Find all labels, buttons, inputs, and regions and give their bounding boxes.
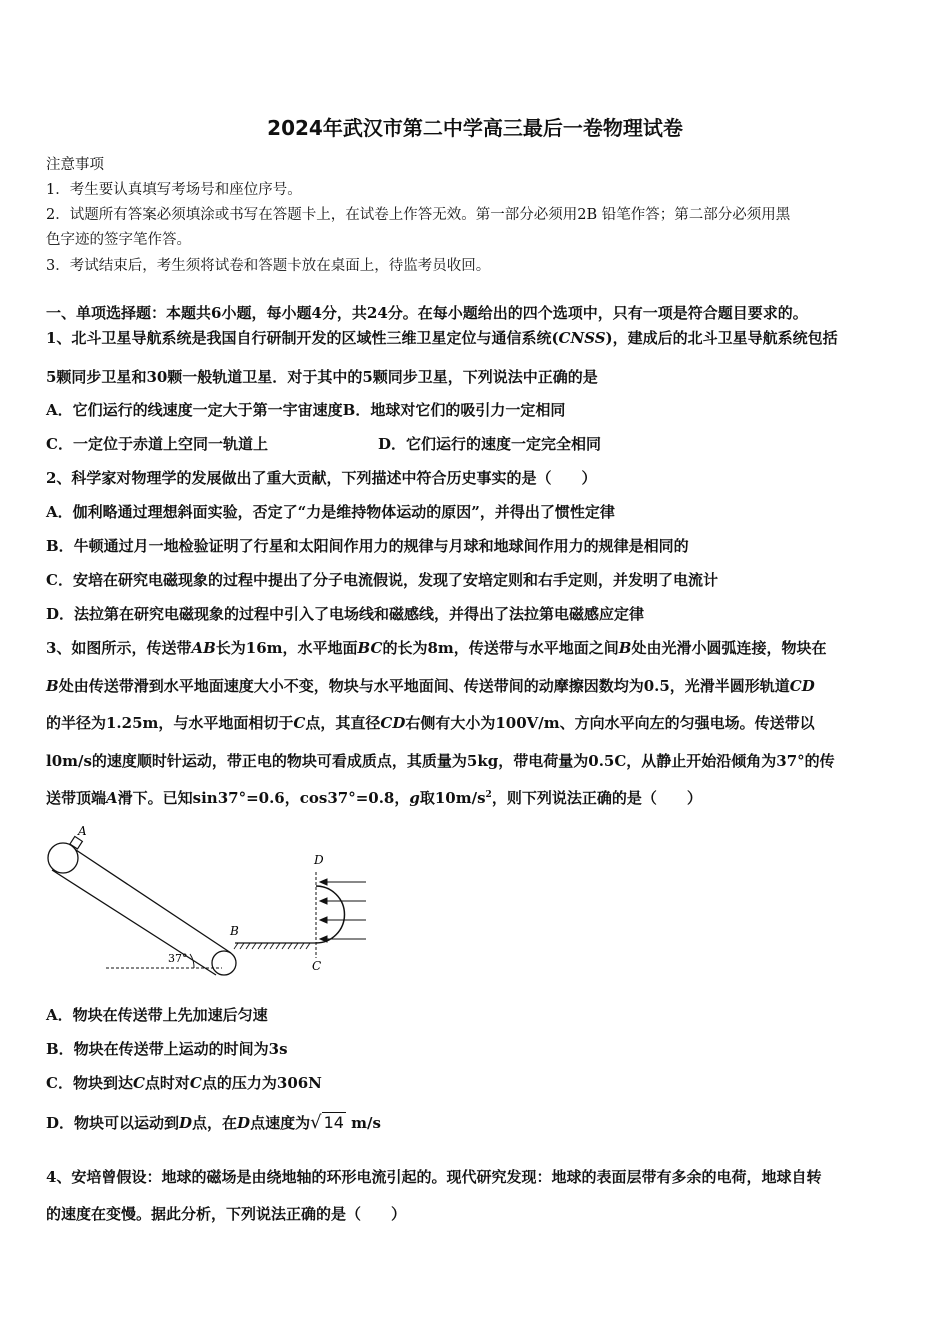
sqrt-symbol: √ 14: [310, 1112, 344, 1133]
q3-option-d: D．物块可以运动到D点，在D点速度为√ 14 m/s: [46, 1112, 381, 1133]
q1-option-c: C．一定位于赤道上空同一轨道上: [46, 435, 268, 453]
q4-stem-line2: 的速度在变慢。据此分析，下列说法正确的是（ ）: [46, 1205, 407, 1223]
page-title: 2024年武汉市第二中学高三最后一卷物理试卷: [267, 116, 683, 140]
q3-option-b: B．物块在传送带上运动的时间为3s: [46, 1040, 288, 1058]
q1-option-d: D．它们运行的速度一定完全相同: [378, 435, 602, 453]
q2-option-c: C．安培在研究电磁现象的过程中提出了分子电流假说，发现了安培定则和右手定则，并发明了电流计: [46, 571, 718, 589]
note-item: 2．试题所有答案必须填涂或书写在答题卡上，在试卷上作答无效。第一部分必须用2B 铅笔作答；第二部分必须用黑: [46, 207, 791, 223]
angle-label: 37°: [168, 952, 188, 965]
label-b: B: [230, 924, 239, 938]
q3-stem-line1: 3、如图所示，传送带AB长为16m，水平地面BC的长为8m，传送带与水平地面之间B处由光滑小圆弧连接，物块在: [46, 639, 827, 657]
label-d: D: [314, 853, 324, 867]
notes-heading: 注意事项: [46, 157, 104, 173]
q2-stem: 2、科学家对物理学的发展做出了重大贡献，下列描述中符合历史事实的是（ ）: [46, 469, 597, 487]
q1-option-a: A．它们运行的线速度一定大于第一宇宙速度B．地球对它们的吸引力一定相同: [46, 401, 566, 419]
conveyor-figure: [44, 822, 384, 980]
conveyor-belt: [48, 843, 236, 975]
q3-option-c: C．物块到达C点时对C点的压力为306N: [46, 1074, 322, 1092]
note-item: 3．考试结束后，考生须将试卷和答题卡放在桌面上，待监考员收回。: [46, 258, 491, 274]
label-c: C: [312, 959, 322, 973]
q3-option-a: A．物块在传送带上先加速后匀速: [46, 1006, 268, 1024]
q2-option-b: B．牛顿通过月一地检验证明了行星和太阳间作用力的规律与月球和地球间作用力的规律是相同的: [46, 537, 689, 555]
note-item: 色字迹的签字笔作答。: [46, 232, 191, 248]
q3-stem-line3: 的半径为1.25m，与水平地面相切于C点，其直径CD右侧有大小为100V/m、方向水平向左的匀强电场。传送带以: [46, 714, 815, 732]
q3-stem-line4: l0m/s的速度顺时针运动，带正电的物块可看成质点，其质量为5kg，带电荷量为0.5C，从静止开始沿倾角为37°的传: [46, 752, 835, 770]
q3-stem-line5: 送带顶端A滑下。已知sin37°=0.6，cos37°=0.8，g取$10m/s^2$，则下列说法正确的是（ ）: [46, 789, 702, 807]
q1-stem-line1: 1、北斗卫星导航系统是我国自行研制开发的区域性三维卫星定位与通信系统(CNSS)，建成后的北斗卫星导航系统包括: [46, 329, 838, 347]
q2-option-a: A．伽利略通过理想斜面实验，否定了“力是维持物体运动的原因”，并得出了惯性定律: [46, 503, 615, 521]
q2-option-d: D．法拉第在研究电磁现象的过程中引入了电场线和磁感线，并得出了法拉第电磁感应定律: [46, 605, 645, 623]
q4-stem-line1: 4、安培曾假设：地球的磁场是由绕地轴的环形电流引起的。现代研究发现：地球的表面层带有多余的电荷，地球自转: [46, 1168, 822, 1186]
label-a: A: [78, 824, 87, 838]
note-item: 1．考生要认真填写考场号和座位序号。: [46, 182, 302, 198]
semicircle-track: [316, 886, 344, 943]
q1-stem-line2: 5颗同步卫星和30颗一般轨道卫星．对于其中的5颗同步卫星，下列说法中正确的是: [46, 368, 598, 386]
section-heading: 一、单项选择题：本题共6小题，每小题4分，共24分。在每小题给出的四个选项中，只有一项是符合题目要求的。: [46, 304, 808, 322]
q3-stem-line2: B处由传送带滑到水平地面速度大小不变，物块与水平地面间、传送带间的动摩擦因数均为0.5，光滑半圆形轨道CD: [46, 677, 815, 695]
